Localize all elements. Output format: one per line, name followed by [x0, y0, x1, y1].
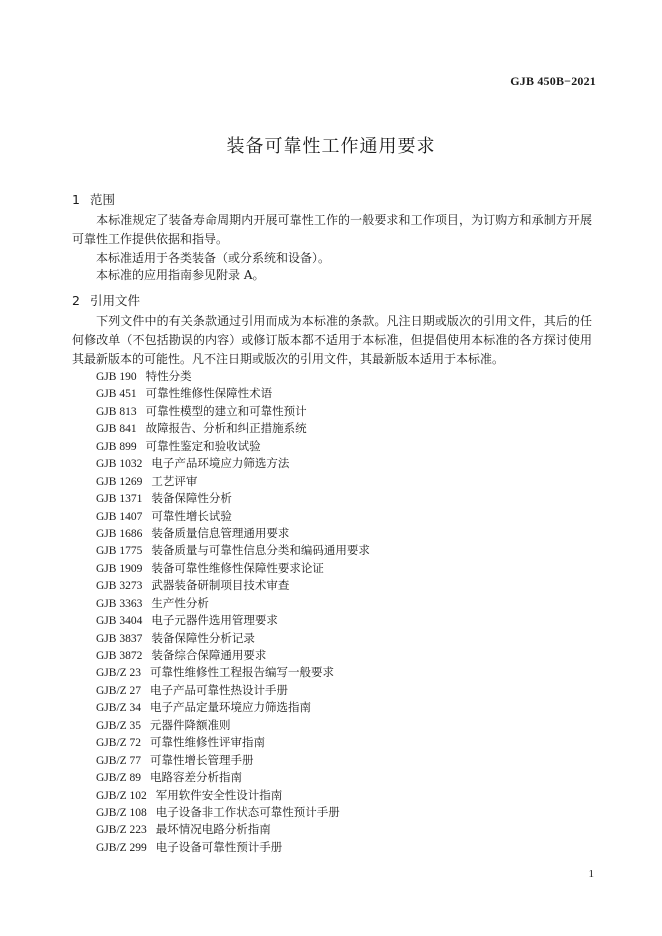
section-title: 引用文件 — [90, 293, 141, 308]
section-2-heading — [72, 291, 140, 309]
reference-item — [96, 473, 370, 490]
page-number: 1 — [588, 868, 594, 880]
reference-code: GJB 1269 — [96, 475, 143, 488]
reference-list — [96, 368, 370, 856]
reference-code: GJB/Z 223 — [96, 824, 147, 837]
reference-item — [96, 839, 370, 856]
reference-code: GJB 3837 — [96, 632, 143, 645]
reference-title: 电路容差分析指南 — [150, 770, 243, 785]
reference-code: GJB/Z 72 — [96, 737, 142, 750]
reference-item — [96, 403, 370, 420]
reference-code: GJB 841 — [96, 423, 137, 436]
reference-code: GJB/Z 77 — [96, 754, 142, 767]
reference-code: GJB 3872 — [96, 650, 143, 662]
reference-item — [96, 368, 370, 385]
reference-title: 故障报告、分析和纠正措施系统 — [145, 421, 307, 436]
reference-title: 电子设备可靠性预计手册 — [155, 839, 283, 854]
reference-code: GJB/Z 108 — [96, 806, 147, 819]
reference-title: 电子产品定量环境应力筛选指南 — [150, 700, 312, 715]
reference-item — [96, 682, 370, 699]
reference-code: GJB 899 — [96, 440, 137, 453]
document-title: 装备可靠性工作通用要求 — [226, 136, 436, 157]
reference-item — [96, 752, 370, 769]
reference-title: 最坏情况电路分析指南 — [155, 822, 271, 837]
reference-item — [96, 595, 370, 612]
reference-title: 军用软件安全性设计指南 — [155, 787, 283, 802]
reference-code: GJB 1371 — [96, 493, 143, 506]
reference-item — [96, 804, 370, 821]
reference-title: 装备可靠性维修性保障性要求论证 — [151, 560, 324, 575]
reference-title: 可靠性鉴定和验收试验 — [145, 438, 261, 453]
reference-title: 装备质量与可靠性信息分类和编码通用要求 — [151, 543, 370, 558]
reference-item — [96, 647, 370, 664]
reference-title: 可靠性维修性评审指南 — [150, 735, 266, 750]
reference-code: GJB 1775 — [96, 545, 143, 558]
reference-code: GJB 3273 — [96, 580, 143, 593]
reference-title: 可靠性维修性工程报告编写一般要求 — [150, 665, 335, 680]
reference-code: GJB/Z 27 — [96, 684, 142, 697]
reference-title: 电子产品环境应力筛选方法 — [151, 456, 290, 471]
standard-code: GJB 450B−2021 — [510, 74, 596, 88]
reference-title: 装备综合保障通用要求 — [151, 648, 267, 662]
reference-code: GJB 813 — [96, 405, 137, 418]
reference-title: 装备质量信息管理通用要求 — [151, 525, 290, 540]
reference-title: 可靠性增长试验 — [151, 508, 232, 523]
reference-code: GJB 1909 — [96, 562, 143, 575]
reference-title: 特性分类 — [145, 369, 192, 383]
reference-title: 电子元器件选用管理要求 — [151, 613, 278, 628]
reference-title: 装备保障性分析记录 — [151, 630, 255, 645]
scope-paragraph-1: 本标准规定了装备寿命周期内开展可靠性工作的一般要求和工作项目，为订购方和承制方开展可靠性工作提供依据和指导。 — [72, 213, 592, 246]
reference-item — [96, 699, 370, 716]
reference-code: GJB 3404 — [96, 615, 143, 628]
reference-item — [96, 630, 370, 647]
reference-code: GJB 1032 — [96, 458, 143, 471]
reference-item — [96, 438, 370, 455]
reference-item — [96, 455, 370, 472]
reference-code: GJB/Z 34 — [96, 702, 142, 715]
reference-item — [96, 385, 370, 402]
reference-code: GJB 3363 — [96, 597, 143, 610]
section-1-heading — [72, 190, 115, 208]
reference-title: 工艺评审 — [151, 473, 198, 488]
references-intro: 下列文件中的有关条款通过引用而成为本标准的条款。凡注日期或版次的引用文件，其后的任何修改单（不包括勘误的内容）或修订版本都不适用于本标准，但提倡使用本标准的各方探讨使用其最新版本的可能性。凡不注日期或版次的引用文件，其最新版本适用于本标准。 — [72, 314, 592, 366]
reference-title: 可靠性增长管理手册 — [150, 752, 254, 767]
reference-code: GJB/Z 102 — [96, 789, 147, 802]
section-title: 范围 — [90, 192, 116, 207]
reference-item — [96, 577, 370, 594]
reference-title: 可靠性模型的建立和可靠性预计 — [145, 403, 307, 418]
reference-code: GJB/Z 89 — [96, 772, 142, 785]
section-number: 2 — [72, 293, 80, 308]
scope-paragraph-2: 本标准适用于各类装备（或分系统和设备）。 — [96, 251, 331, 265]
scope-paragraph-3: 本标准的应用指南参见附录 A。 — [96, 268, 265, 282]
reference-item — [96, 525, 370, 542]
reference-item — [96, 717, 370, 734]
reference-item — [96, 560, 370, 577]
reference-item — [96, 612, 370, 629]
reference-item — [96, 490, 370, 507]
reference-item — [96, 769, 370, 786]
reference-item — [96, 821, 370, 838]
reference-code: GJB/Z 23 — [96, 667, 142, 680]
reference-title: 装备保障性分析 — [151, 491, 232, 506]
reference-code: GJB/Z 299 — [96, 841, 147, 854]
reference-title: 元器件降额准则 — [150, 717, 231, 732]
reference-item — [96, 734, 370, 751]
reference-code: GJB 190 — [96, 371, 137, 383]
reference-code: GJB 1686 — [96, 527, 143, 540]
reference-item — [96, 664, 370, 681]
reference-code: GJB 451 — [96, 388, 137, 401]
reference-item — [96, 508, 370, 525]
reference-title: 武器装备研制项目技术审查 — [151, 578, 290, 593]
reference-code: GJB/Z 35 — [96, 719, 142, 732]
reference-title: 可靠性维修性保障性术语 — [145, 386, 273, 401]
reference-title: 电子产品可靠性热设计手册 — [150, 682, 289, 697]
reference-title: 生产性分析 — [151, 595, 209, 610]
reference-item — [96, 787, 370, 804]
reference-title: 电子设备非工作状态可靠性预计手册 — [155, 804, 340, 819]
reference-code: GJB 1407 — [96, 510, 143, 523]
section-number: 1 — [72, 192, 80, 207]
reference-item — [96, 542, 370, 559]
reference-item — [96, 420, 370, 437]
